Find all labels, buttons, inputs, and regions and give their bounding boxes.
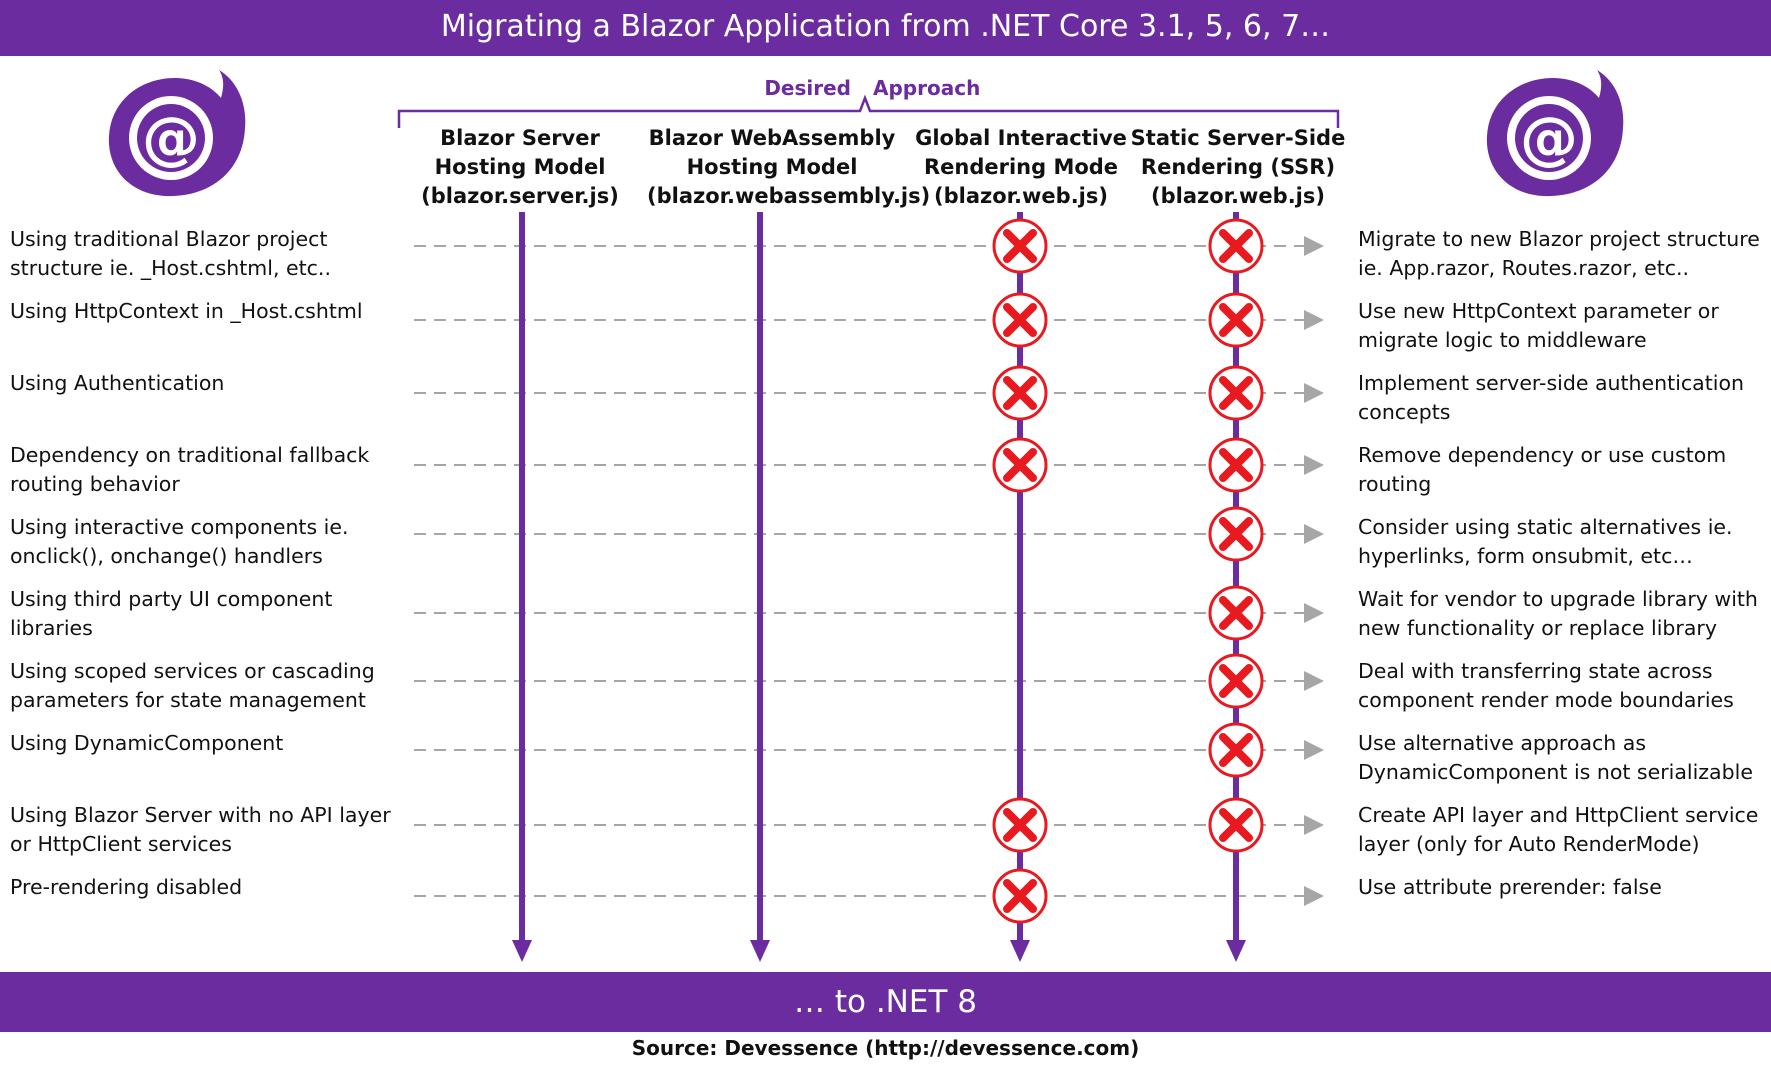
- row-action: Consider using static alternatives ie. hyperlinks, form onsubmit, etc…: [1358, 515, 1733, 568]
- column-header-global: Global Interactive Rendering Mode (blazor.web.js): [915, 126, 1127, 208]
- row-action: Remove dependency or use custom routing: [1358, 443, 1727, 496]
- red-x-icon: [1210, 294, 1262, 346]
- approach-label-left: Desired: [764, 76, 851, 100]
- red-x-icon: [1210, 367, 1262, 419]
- row-action: Create API layer and HttpClient service layer (only for Auto RenderMode): [1358, 803, 1759, 856]
- row-action: Use new HttpContext parameter or migrate logic to middleware: [1358, 299, 1719, 352]
- svg-text:@: @: [142, 104, 200, 172]
- approach-label-right: Approach: [873, 76, 981, 100]
- red-x-icon: [1210, 799, 1262, 851]
- red-x-icon: [994, 220, 1046, 272]
- red-x-icon: [994, 799, 1046, 851]
- row-label: Pre-rendering disabled: [10, 875, 243, 899]
- footer-banner: [0, 972, 1771, 1032]
- row-label: Using DynamicComponent: [10, 731, 284, 755]
- row-label: Using HttpContext in _Host.cshtml: [10, 299, 363, 323]
- row-action: Use alternative approach as DynamicComponent is not serializable: [1358, 731, 1753, 784]
- red-x-icon: [994, 294, 1046, 346]
- red-x-icon: [1210, 655, 1262, 707]
- red-x-icon: [1210, 439, 1262, 491]
- column-header-wasm: Blazor WebAssembly Hosting Model (blazor.webassembly.js): [647, 126, 931, 208]
- row-action: Use attribute prerender: false: [1358, 875, 1662, 899]
- column-header-server: Blazor Server Hosting Model (blazor.server.js): [421, 126, 619, 208]
- source-credit: Source: Devessence (http://devessence.com): [631, 1036, 1140, 1060]
- row-label: Using Blazor Server with no API layer or HttpClient services: [10, 803, 391, 856]
- row-action: Deal with transferring state across component render mode boundaries: [1358, 659, 1734, 712]
- row-action: Wait for vendor to upgrade library with new functionality or replace library: [1358, 587, 1758, 640]
- red-x-icon: [1210, 587, 1262, 639]
- red-x-icon: [994, 439, 1046, 491]
- row-label: Using interactive components ie. onclick(), onchange() handlers: [10, 515, 349, 568]
- row-action: Migrate to new Blazor project structure ie. App.razor, Routes.razor, etc..: [1358, 227, 1760, 280]
- page-title: Migrating a Blazor Application from .NET Core 3.1, 5, 6, 7…: [440, 9, 1331, 44]
- column-header-ssr: Static Server-Side Rendering (SSR) (blazor.web.js): [1130, 126, 1346, 208]
- svg-text:@: @: [1520, 104, 1578, 172]
- red-x-icon: [1210, 724, 1262, 776]
- row-label: Using third party UI component libraries: [10, 587, 333, 640]
- row-label: Using scoped services or cascading parameters for state management: [10, 659, 375, 712]
- red-x-icon: [1210, 508, 1262, 560]
- row-label: Using traditional Blazor project structure ie. _Host.cshtml, etc..: [10, 227, 331, 280]
- arrow-down-icon: [512, 940, 532, 962]
- arrow-down-icon: [1226, 940, 1246, 962]
- row-label: Dependency on traditional fallback routing behavior: [10, 443, 370, 496]
- arrow-down-icon: [750, 940, 770, 962]
- red-x-icon: [994, 870, 1046, 922]
- row-action: Implement server-side authentication concepts: [1358, 371, 1744, 424]
- red-x-icon: [994, 367, 1046, 419]
- footer-title: … to .NET 8: [794, 984, 977, 1020]
- approach-brace: [399, 98, 1338, 128]
- red-x-icon: [1210, 220, 1262, 272]
- row-label: Using Authentication: [10, 371, 225, 395]
- arrow-down-icon: [1010, 940, 1030, 962]
